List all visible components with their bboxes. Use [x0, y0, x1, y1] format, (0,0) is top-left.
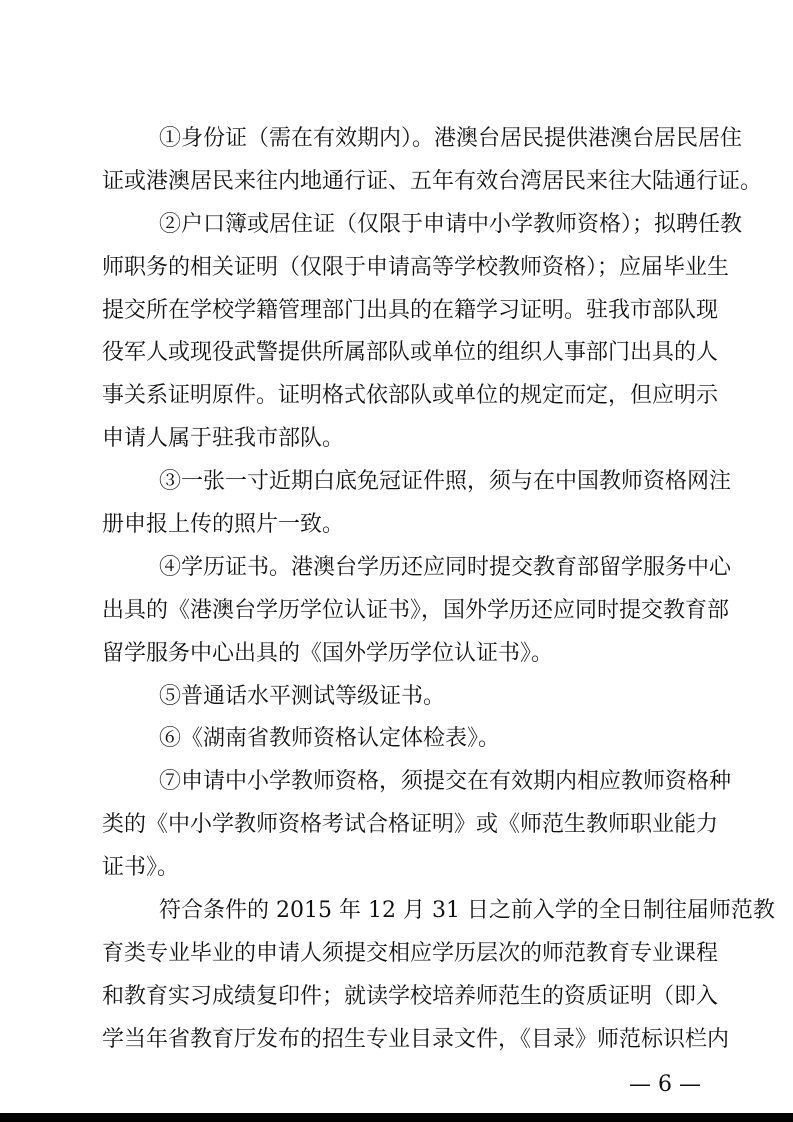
text-line: ③一张一寸近期白底免冠证件照，须与在中国教师资格网注 — [159, 469, 732, 495]
page-number: — 6 — — [629, 1072, 701, 1097]
text-line: ④学历证书。港澳台学历还应同时提交教育部留学服务中心 — [159, 554, 732, 580]
text-line: 出具的《港澳台学历学位认证书》，国外学历还应同时提交教育部 — [102, 597, 730, 623]
document-body — [102, 118, 775, 1062]
text-line: 类的《中小学教师资格考试合格证明》或《师范生教师职业能力 — [102, 812, 719, 838]
text-line: ⑤普通话水平测试等级证书。 — [159, 683, 446, 709]
text-line: ⑥《湖南省教师资格认定体检表》。 — [159, 726, 501, 752]
text-line: 证书》。 — [102, 855, 180, 881]
text-line: 学当年省教育厅发布的招生专业目录文件，《目录》师范标识栏内 — [102, 1026, 730, 1052]
text-line: 申请人属于驻我市部队。 — [102, 426, 345, 452]
text-line: 和教育实习成绩复印件；就读学校培养师范生的资质证明（即入 — [102, 983, 719, 1009]
text-line: ①身份证（需在有效期内）。港澳台居民提供港澳台居民居住 — [159, 126, 743, 151]
text-line: 师职务的相关证明（仅限于申请高等学校教师资格）；应届毕业生 — [102, 254, 730, 280]
text-line: 证或港澳居民来往内地通行证、五年有效台湾居民来往大陆通行证。 — [102, 168, 763, 194]
text-line: 留学服务中心出具的《国外学历学位认证书》。 — [102, 640, 554, 666]
text-line: ⑦申请中小学教师资格，须提交在有效期内相应教师资格种 — [159, 769, 732, 795]
bottom-border — [0, 1113, 793, 1122]
text-line: 育类专业毕业的申请人须提交相应学历层次的师范教育专业课程 — [102, 940, 719, 966]
text-line: ②户口簿或居住证（仅限于申请中小学教师资格）；拟聘任教 — [159, 211, 743, 237]
text-line: 事关系证明原件。证明格式依部队或单位的规定而定，但应明示 — [102, 383, 719, 409]
text-line: 役军人或现役武警提供所属部队或单位的组织人事部门出具的人 — [102, 340, 719, 366]
text-line: 提交所在学校学籍管理部门出具的在籍学习证明。驻我市部队现 — [102, 297, 719, 323]
text-line: 册申报上传的照片一致。 — [102, 512, 345, 538]
text-line: 符合条件的 2015 年 12 月 31 日之前入学的全日制往届师范教 — [159, 898, 775, 924]
